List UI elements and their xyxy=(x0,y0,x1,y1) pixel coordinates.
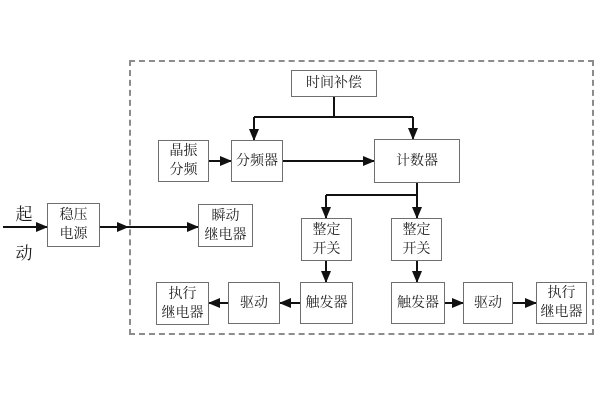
node-counter-label: 计数器 xyxy=(396,152,438,169)
node-crystal-divider-line2: 分频 xyxy=(169,162,198,178)
node-setting-switch-left xyxy=(301,218,352,261)
node-trigger-left xyxy=(300,282,353,324)
node-drive-right xyxy=(463,282,513,324)
node-trigger-right-label: 触发器 xyxy=(397,294,439,311)
node-setting-switch-left-line2: 开关 xyxy=(312,240,341,257)
node-drive-left xyxy=(228,282,280,324)
start-label xyxy=(10,200,38,264)
node-setting-switch-right-line2: 开关 xyxy=(402,240,431,257)
start-label-char2: 动 xyxy=(15,244,33,264)
node-exec-relay-left xyxy=(156,282,209,325)
node-trigger-left-label: 触发器 xyxy=(305,294,348,311)
node-regulated-power-line1: 稳压 xyxy=(59,207,88,224)
node-setting-switch-left-line1: 整定 xyxy=(312,221,341,238)
node-time-compensation-label: 时间补偿 xyxy=(306,75,362,92)
node-exec-relay-right-line2: 继电器 xyxy=(540,304,583,320)
node-time-compensation xyxy=(291,70,377,97)
node-drive-right-label: 驱动 xyxy=(474,294,502,311)
node-frequency-divider-label: 分频器 xyxy=(236,152,278,169)
node-regulated-power-line2: 电源 xyxy=(59,226,88,242)
node-counter xyxy=(374,139,460,183)
start-label-char1: 起 xyxy=(15,205,33,225)
node-frequency-divider xyxy=(231,140,283,182)
node-trigger-right xyxy=(391,282,445,324)
node-instant-relay xyxy=(198,204,253,247)
node-exec-relay-left-line2: 继电器 xyxy=(161,304,204,321)
node-drive-left-label: 驱动 xyxy=(240,294,268,311)
node-exec-relay-right-line1: 执行 xyxy=(547,285,576,302)
node-instant-relay-line2: 继电器 xyxy=(204,226,247,243)
node-setting-switch-right-line1: 整定 xyxy=(402,221,431,238)
node-instant-relay-line1: 瞬动 xyxy=(211,207,240,224)
node-regulated-power xyxy=(47,203,100,247)
node-crystal-divider xyxy=(158,140,209,182)
node-exec-relay-left-line1: 执行 xyxy=(168,285,197,302)
node-exec-relay-right xyxy=(536,282,587,324)
node-crystal-divider-line1: 晶振 xyxy=(169,143,198,160)
node-setting-switch-right xyxy=(391,218,442,261)
